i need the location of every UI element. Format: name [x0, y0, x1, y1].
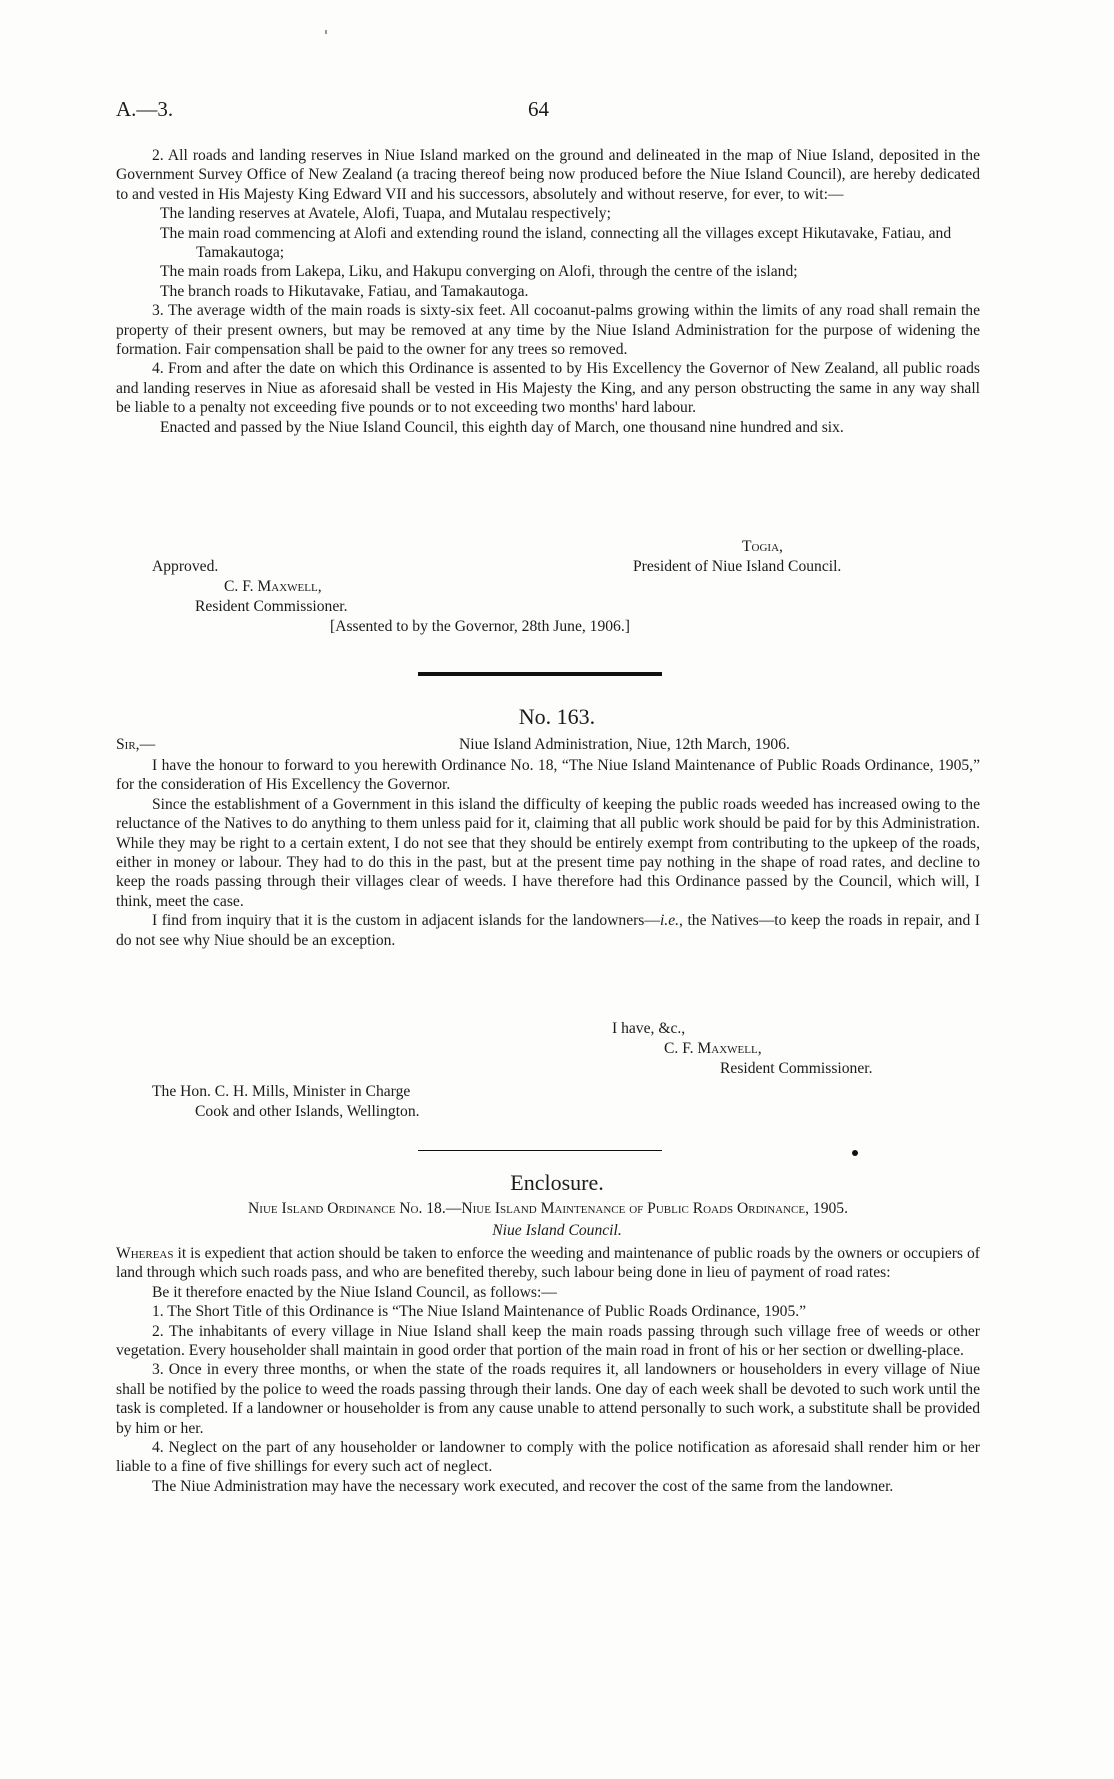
sender-name: C. F. Maxwell,	[664, 1040, 762, 1057]
letter-number: No. 163.	[518, 704, 596, 729]
letter-body	[116, 756, 980, 950]
paragraph-2: 2. All roads and landing reserves in Niue Island marked on the ground and delineated in the map of Niue Island, deposited in the Government Survey Office of New Zealand (a tracing thereof being now produced before the Niue Island Council), are hereby dedicated to and vested in His Majesty King Edward VII and his successors, absolutely and without reserve, for ever, to wit:—	[116, 147, 980, 203]
addressee-line-1: The Hon. C. H. Mills, Minister in Charge	[152, 1083, 411, 1100]
page-number: 64	[528, 97, 549, 121]
whereas-clause	[116, 1244, 980, 1283]
enclosure-paragraph: 2. The inhabitants of every village in Niue Island shall keep the main roads passing through such village free of weeds or other vegetation. Every householder shall maintain in good order that portion of the main road in front of his or her section or dwelling-place.	[116, 1322, 980, 1360]
enclosure-body	[116, 1244, 980, 1496]
section-divider	[418, 1150, 662, 1151]
council-subtitle: Niue Island Council.	[492, 1222, 622, 1239]
enacted-clause: Enacted and passed by the Niue Island Council, this eighth day of March, one thousand nine hundred and six.	[160, 418, 844, 436]
letter-paragraph	[116, 911, 980, 950]
enclosure-paragraph: 4. Neglect on the part of any householder or landowner to comply with the police notification as aforesaid shall render him or her liable to a fine of five shillings for every such act of neglect.	[116, 1439, 980, 1476]
document-reference: A.—3.	[116, 97, 174, 121]
letter-paragraph: Since the establishment of a Government in this island the difficulty of keeping the public roads weeded has increased owing to the reluctance of the Natives to do anything to them unless paid for it, claiming that all public work should be paid for by this Administration. While they may be right to a certain extent, I do not see that they should be entirely exempt from contributing to the upkeep of the roads, either in money or labour. They had to do this in the past, but at the present time pay nothing in the shape of road rates, and decline to keep the roads passing through their villages clear of weeds. I have therefore had this Ordinance passed by the Council, which will, I think, meet the case.	[116, 795, 980, 910]
addressee-line-2: Cook and other Islands, Wellington.	[195, 1103, 420, 1120]
letter-closing: I have, &c.,	[612, 1020, 686, 1037]
list-item: The main road commencing at Alofi and extending round the island, connecting all the villages except Hikutavake, Fatiau, and Tamakautoga;	[160, 224, 952, 262]
enclosure-paragraph: 1. The Short Title of this Ordinance is “The Niue Island Maintenance of Public Roads Ordinance, 1905.”	[152, 1303, 807, 1321]
approver-name: C. F. Maxwell,	[224, 578, 322, 595]
bullet-mark	[852, 1150, 858, 1156]
section-divider	[418, 672, 662, 676]
letter-paragraph-start: I find from inquiry that it is the custom in adjacent islands for the landowners—	[152, 912, 660, 930]
list-item: The main roads from Lakepa, Liku, and Hakupu converging on Alofi, through the centre of the island;	[160, 263, 798, 281]
sender-title: Resident Commissioner.	[720, 1060, 873, 1077]
assent-note: [Assented to by the Governor, 28th June, 1906.]	[330, 618, 630, 635]
enclosure-title: Niue Island Ordinance No. 18.—Niue Island Maintenance of Public Roads Ordinance, 1905.	[248, 1200, 848, 1217]
list-item: The landing reserves at Avatele, Alofi, Tuapa, and Mutalau respectively;	[160, 205, 611, 223]
letter-salutation: Sir,—	[116, 736, 156, 753]
letter-paragraph: I have the honour to forward to you herewith Ordinance No. 18, “The Niue Island Maintenance of Public Roads Ordinance, 1905,” for the consideration of His Excellency the Governor.	[116, 757, 980, 794]
approver-title: Resident Commissioner.	[195, 598, 348, 615]
paragraph-4: 4. From and after the date on which this Ordinance is assented to by His Excellency the Governor of New Zealand, all public roads and landing reserves in Niue as aforesaid shall be vested in His Majesty the King, and any person obstructing the same in any way shall be liable to a penalty not exceeding five pounds or to not exceeding two months' hard labour.	[116, 360, 980, 417]
enclosure-paragraph: The Niue Administration may have the necessary work executed, and recover the cost of the same from the landowner.	[152, 1477, 894, 1495]
signer-title: President of Niue Island Council.	[633, 558, 842, 575]
enclosure-heading: Enclosure.	[510, 1170, 604, 1195]
enclosure-paragraph: 3. Once in every three months, or when the state of the roads requires it, all landowners or householders in every village of Niue shall be notified by the police to weed the roads passing through their lands. One day of each week shall be devoted to such work until the task is completed. If a landowner or householder is from any cause unable to attend personally to such work, a substitute shall be provided by him or her.	[116, 1361, 980, 1437]
approved-label: Approved.	[152, 558, 219, 575]
ordinance-section	[116, 146, 980, 437]
enacting-clause: Be it therefore enacted by the Niue Island Council, as follows:—	[152, 1283, 557, 1301]
ie-abbreviation: i.e.	[659, 912, 680, 930]
whereas-word: Whereas	[116, 1245, 174, 1262]
letter-paragraph-end: , the Natives—to keep the roads in repair, and I do not see why Niue should be an exception.	[116, 912, 980, 949]
signer-name: Togia,	[742, 538, 783, 555]
scan-mark	[325, 30, 327, 34]
list-item: The branch roads to Hikutavake, Fatiau, and Tamakautoga.	[160, 282, 529, 300]
paragraph-3: 3. The average width of the main roads is sixty-six feet. All cocoanut-palms growing within the limits of any road shall remain the property of their present owners, but may be removed at any time by the Niue Island Administration for the purpose of widening the formation. Fair compensation shall be paid to the owner for any trees so removed.	[116, 302, 980, 359]
whereas-text: it is expedient that action should be taken to enforce the weeding and maintenance of public roads by the owners or occupiers of land through which such roads pass, and who are benefited thereby, such labour being done in lieu of payment of road rates:	[116, 1245, 980, 1282]
letter-dateline: Niue Island Administration, Niue, 12th March, 1906.	[459, 736, 790, 753]
